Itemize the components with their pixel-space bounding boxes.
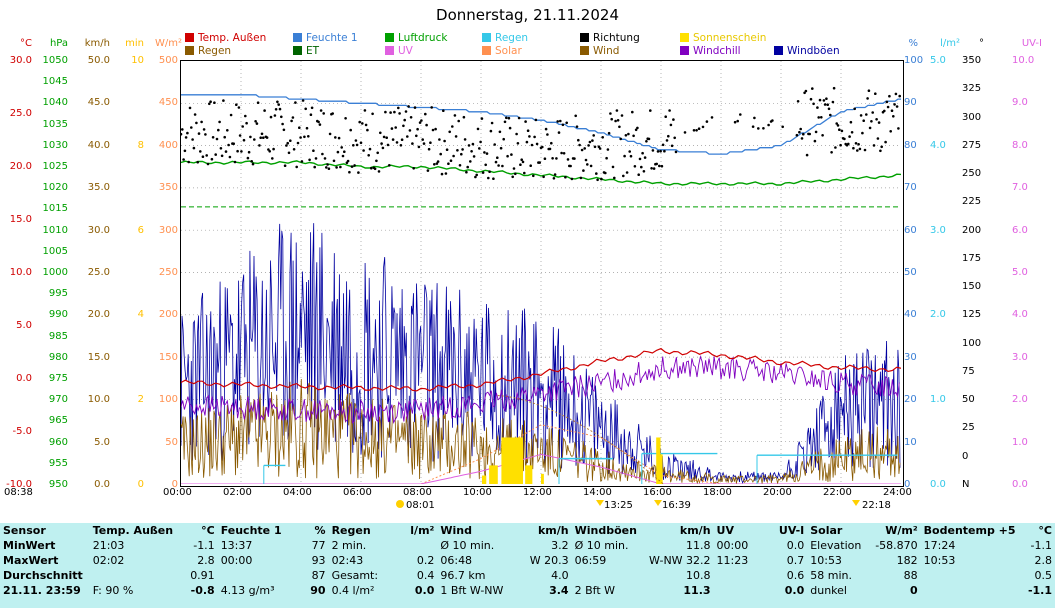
cell-value: 11.3 [683,584,711,597]
axis-tick-label: 70 [904,182,917,194]
axis-tick-label: 6.0 [1012,224,1028,236]
th-bodentemp: Bodentemp +5 [923,524,1016,537]
axis-tick-label: 225 [962,196,982,208]
axis-tick-label: 6 [137,224,144,236]
th-regen: Regen [331,524,371,537]
legend-swatch-solar [482,46,491,55]
cell-value: 3.4 [549,584,569,597]
x-tick-label: 08:00 [403,487,432,498]
legend-label-feuchte-1: Feuchte 1 [306,31,358,44]
x-tick-label: 02:00 [223,487,252,498]
axis-tick-label: 250 [962,168,982,180]
axis-unit-degrees: ° [979,38,984,49]
axis-tick-label: 1010 [42,224,68,236]
axis-tick-label: 300 [158,224,178,236]
axis-tick-label: 1015 [42,203,68,215]
legend-item-luftdruck [385,32,482,44]
legend-item-temp-aussen [185,32,293,44]
axis-tick-label: 990 [48,309,68,321]
axis-tick-label: 1045 [42,76,68,88]
th-bodentemp-unit: °C [1038,524,1052,537]
axis-tick-label: 1040 [42,97,68,109]
legend-swatch-windchill [680,46,689,55]
x-tick-label: 04:00 [283,487,312,498]
axis-tick-label: 1.0 [1012,436,1028,448]
legend-row-bottom [185,44,885,57]
axis-tick-label: 150 [962,281,982,293]
axis-tick-label: 1035 [42,118,68,130]
cell-value: 90 [310,584,326,597]
cell-value: 2.8 [1034,554,1052,567]
legend-swatch-regen-total [185,46,194,55]
axis-tick-label: 10.0 [87,394,110,406]
cell-value: 87 [311,569,326,582]
axis-tick-label: 3.0 [930,224,946,236]
legend-swatch-sonnenschein [680,33,689,42]
cell-detail: 1 Bft W-NW [440,584,504,597]
sun-icon-noon [596,500,604,506]
axis-tick-label: 60 [904,224,917,236]
axis-tick-label: 15.0 [9,214,32,225]
summary-table-head [0,523,1055,538]
cell-detail: 06:59 [574,554,607,567]
cell-value: 0.0 [784,584,805,597]
axis-tick-label: 0 [904,479,911,490]
axis-ticks-lm2 [930,55,958,490]
axis-tick-label: 5.0 [94,436,110,448]
marker-sunrise-left: 08:38 [4,487,33,498]
row-label: MaxWert [3,554,59,567]
row-label: Durchschnitt [3,569,83,582]
axis-ticks-min [112,55,144,490]
x-tick-label: 00:00 [163,487,192,498]
axis-tick-label: 1050 [42,55,68,66]
th-sensor: Sensor [3,524,46,537]
cell-value: 2.8 [197,554,215,567]
legend-label-solar: Solar [495,44,522,57]
cell-detail: 2 Bft W [574,584,616,597]
axis-tick-label: 30.0 [9,55,32,66]
axis-tick-label: 15.0 [87,351,110,363]
th-regen-unit: l/m² [410,524,435,537]
axis-tick-label: 90 [904,97,917,109]
legend-label-windchill: Windchill [693,44,741,57]
cell-detail: 10:53 [810,554,842,567]
axis-ticks-percent [904,55,926,490]
summary-table-panel [0,523,1055,608]
axis-unit-percent: % [908,38,918,49]
row-label: 21.11. 23:59 [3,584,81,597]
axis-tick-label: 325 [962,83,982,95]
table-row [0,553,1055,568]
axis-tick-label: -5.0 [12,426,32,437]
legend-label-wind: Wind [593,44,620,57]
axis-tick-label: 10 [904,436,917,448]
legend-swatch-regen-rate [482,33,491,42]
cell-value: 0.2 [416,554,435,567]
row-label: MinWert [3,539,56,552]
th-wind-unit: km/h [537,524,569,537]
sun-icon-afternoon [654,500,662,506]
cell-detail: F: 90 % [92,584,134,597]
axis-tick-label: 8 [137,139,144,151]
axis-tick-label: 955 [48,457,68,469]
marker-sunrise: 08:01 [406,500,435,511]
axis-tick-label: 30.0 [87,224,110,236]
cell-value: W 20.3 [529,554,569,567]
legend-label-richtung: Richtung [593,31,640,44]
axis-tick-label: 400 [158,139,178,151]
axis-unit-hpa: hPa [49,38,68,49]
axis-ticks-uvi [1012,55,1042,490]
cell-detail [921,568,1019,583]
axis-tick-label: 175 [962,252,982,264]
cell-value: -1.1 [1030,539,1052,552]
th-wind: Wind [440,524,472,537]
cell-detail: dunkel [810,584,847,597]
th-feuchte: Feuchte 1 [220,524,282,537]
x-tick-label: 16:00 [643,487,672,498]
axis-tick-label: 0.0 [94,479,110,490]
marker-sunset: 22:18 [862,500,891,511]
x-tick-label: 12:00 [523,487,552,498]
legend-swatch-et [293,46,302,55]
cell-detail: Ø 10 min. [440,539,495,552]
th-windboeen: Windböen [574,524,637,537]
legend-item-sonnenschein [680,32,766,44]
axis-tick-label: 1025 [42,161,68,172]
table-header-row [0,523,1055,538]
axis-tick-label: 450 [158,97,178,109]
x-tick-label: 22:00 [823,487,852,498]
axis-tick-label: 0.0 [930,479,946,490]
x-tick-label: 18:00 [703,487,732,498]
series-regen [264,454,898,484]
axis-unit-lm2: l/m² [940,38,960,49]
cell-detail: Ø 10 min. [574,539,629,552]
axis-tick-label: 100 [904,55,924,66]
cell-detail [714,583,765,598]
axis-tick-label: 20 [904,394,917,406]
legend-label-regen-total: Regen [198,44,232,57]
cell-value: 88 [903,569,918,582]
axis-tick-label: 350 [158,182,178,194]
cell-detail [572,568,646,583]
legend-label-luftdruck: Luftdruck [398,31,448,44]
cell-value: 0.6 [786,569,805,582]
marker-afternoon: 16:39 [662,500,691,511]
cell-detail: Elevation [810,539,862,552]
summary-table-body [0,538,1055,598]
summary-table [0,523,1055,598]
table-row [0,583,1055,598]
axis-tick-label: 50 [962,394,975,406]
cell-detail: 11:23 [716,554,749,567]
th-uv-unit: UV-I [778,524,805,537]
th-temp-unit: °C [201,524,215,537]
axis-tick-label: 40 [904,309,917,321]
axis-tick-label: 4 [137,309,144,321]
legend-item-feuchte-1 [293,32,385,44]
sun-icon-sunrise [396,500,404,508]
axis-tick-label: 975 [48,373,68,384]
axis-tick-label: 0.0 [1012,479,1028,490]
th-temp-aussen: Temp. Außen [92,524,174,537]
axis-tick-label: 2.0 [930,309,946,321]
legend-swatch-uv [385,46,394,55]
cell-detail: 96.7 km [440,569,486,582]
cell-value: 0.0 [786,539,805,552]
cell-value: 93 [311,554,326,567]
axis-tick-label: 25.0 [87,267,110,278]
x-tick-label: 24:00 [883,487,912,498]
x-tick-label: 10:00 [463,487,492,498]
axis-tick-label: 10 [131,55,144,66]
axis-tick-label: 350 [962,55,982,66]
cell-detail: 00:00 [220,554,253,567]
cell-value: 3.2 [551,539,569,552]
axis-tick-label: 125 [962,309,982,321]
axis-tick-label: 0 [137,479,144,490]
axis-tick-label: 0.0 [16,373,32,384]
cell-detail: 4.13 g/m³ [220,584,275,597]
cell-detail: 13:37 [220,539,253,552]
cell-detail: 10:53 [923,554,956,567]
axis-ticks-degrees [962,55,988,490]
legend-item-windchill [680,45,774,57]
th-solar-unit: W/m² [885,524,918,537]
chart-legend [185,31,885,57]
legend-label-windboeen: Windböen [787,44,840,57]
cell-value: 77 [311,539,326,552]
cell-value: 4.0 [551,569,569,582]
legend-item-solar [482,45,580,57]
axis-tick-label: 5.0 [16,320,32,331]
cell-value: 0.7 [786,554,805,567]
axis-tick-label: 80 [904,139,917,151]
sun-icon-sunset [852,500,860,506]
axis-tick-label: 20.0 [87,309,110,321]
axis-unit-uvi: UV-I [1021,38,1042,49]
axis-tick-label: 30 [904,351,917,363]
axis-tick-label: 200 [962,224,982,236]
axis-tick-label: 25 [962,422,975,434]
th-feuchte-unit: % [314,524,326,537]
axis-tick-label: 50.0 [87,55,110,66]
cell-detail [921,583,1019,598]
cell-value: 0.91 [190,569,215,582]
cell-value: 0.4 [416,569,435,582]
table-row [0,538,1055,553]
chart-svg [181,61,901,484]
axis-tick-label: 35.0 [87,182,110,194]
axis-tick-label: 50 [165,436,178,448]
page-title: Donnerstag, 21.11.2024 [436,6,619,24]
axis-tick-label: 7.0 [1012,182,1028,194]
legend-item-windboeen [774,45,840,57]
axis-unit-wm2: W/m² [154,38,182,49]
cell-detail: 17:24 [923,539,956,552]
legend-label-regen-rate: Regen [495,31,529,44]
axis-tick-label: 1005 [42,245,68,257]
legend-swatch-wind [580,46,589,55]
cell-detail: 02:02 [92,554,125,567]
axis-ticks-wm2 [144,55,178,490]
axis-tick-label: 2.0 [1012,394,1028,406]
legend-swatch-luftdruck [385,33,394,42]
axis-tick-label: 3.0 [1012,351,1028,363]
axis-tick-label: 250 [158,267,178,278]
legend-item-regen-rate [482,32,580,44]
axis-tick-label: 500 [158,55,178,66]
axis-tick-label: 20.0 [9,161,32,172]
axis-tick-label: 40.0 [87,139,110,151]
axis-tick-label: 200 [158,309,178,321]
th-uv: UV [716,524,734,537]
axis-tick-label: 970 [48,394,68,406]
legend-item-regen-total [185,45,293,57]
legend-swatch-richtung [580,33,589,42]
axis-tick-label: 995 [48,288,68,300]
cell-detail: 06:48 [440,554,473,567]
axis-tick-label: 275 [962,139,982,151]
cell-detail [218,568,293,583]
legend-item-wind [580,45,680,57]
cell-value: -1.1 [193,539,215,552]
axis-tick-label: 950 [48,479,68,490]
axis-ticks-celsius [0,55,32,490]
axis-tick-label: 965 [48,415,68,427]
axis-tick-label: 100 [158,394,178,406]
chart-plot-area[interactable] [180,60,904,487]
cell-detail: 58 min. [810,569,852,582]
axis-tick-label: 45.0 [87,97,110,109]
x-axis-ticks [163,487,912,501]
axis-tick-label: 4.0 [930,139,946,151]
axis-tick-label: 960 [48,436,68,448]
axis-tick-label: 100 [962,337,982,349]
legend-swatch-windboeen [774,46,783,55]
cell-value: W-NW 32.2 [649,554,711,567]
legend-row-top [185,31,885,44]
cell-value: 0 [910,584,918,597]
cell-detail: 02:43 [331,554,364,567]
table-row [0,568,1055,583]
legend-label-et: ET [306,44,320,57]
axis-unit-celsius: °C [20,38,32,49]
axis-tick-label: 10.0 [9,267,32,278]
axis-tick-label: 50 [904,267,917,278]
x-tick-label: 20:00 [763,487,792,498]
cell-value: 11.8 [686,539,711,552]
axis-tick-label: 0 [962,450,969,462]
legend-swatch-feuchte-1 [293,33,302,42]
cell-detail: 00:00 [716,539,749,552]
cell-detail [90,568,176,583]
axis-tick-label: 10.0 [1012,55,1035,66]
legend-label-temp-aussen: Temp. Außen [198,31,267,44]
axis-tick-label: 300 [962,111,982,123]
legend-label-sonnenschein: Sonnenschein [693,31,767,44]
cell-value: -0.8 [190,584,215,597]
axis-tick-label: 5.0 [930,55,946,66]
cell-detail: 2 min. [331,539,367,552]
legend-item-et [293,45,385,57]
cell-detail: 21:03 [92,539,125,552]
axis-tick-label: -10.0 [6,479,32,490]
axis-tick-label: 75 [962,365,975,377]
axis-tick-label: 1000 [42,267,68,278]
axis-ticks-hpa [34,55,68,490]
x-tick-label: 14:00 [583,487,612,498]
cell-value: 10.8 [686,569,711,582]
cell-value: 182 [896,554,918,567]
x-tick-label: 06:00 [343,487,372,498]
axis-tick-label: N [962,479,970,490]
legend-item-uv [385,45,482,57]
legend-item-richtung [580,32,680,44]
axis-tick-label: 25.0 [9,108,32,119]
cell-value: 0.0 [414,584,435,597]
axis-tick-label: 5.0 [1012,267,1028,278]
legend-swatch-temp-aussen [185,33,194,42]
axis-tick-label: 1.0 [930,394,946,406]
axis-tick-label: 1030 [42,139,68,151]
cell-value: -1.1 [1027,584,1052,597]
axis-tick-label: 2 [137,394,144,406]
axis-tick-label: 985 [48,330,68,342]
cell-value: -58.870 [875,539,918,552]
cell-value [398,538,437,553]
axis-unit-min: min [125,38,144,49]
th-windboeen-unit: km/h [679,524,711,537]
cell-detail: Gesamt: [331,569,379,582]
legend-label-uv: UV [398,44,413,57]
cell-detail [714,568,765,583]
axis-ticks-kmh [70,55,110,490]
axis-unit-kmh: km/h [84,38,110,49]
axis-tick-label: 150 [158,351,178,363]
axis-tick-label: 0 [171,479,178,490]
axis-tick-label: 980 [48,351,68,363]
axis-tick-label: 1020 [42,182,68,194]
th-solar: Solar [810,524,843,537]
cell-value: 0.5 [1034,569,1052,582]
axis-tick-label: 4.0 [1012,309,1028,321]
axis-tick-label: 8.0 [1012,139,1028,151]
marker-noon: 13:25 [604,500,633,511]
axis-tick-label: 9.0 [1012,97,1028,109]
cell-detail: 0.4 l/m² [331,584,375,597]
